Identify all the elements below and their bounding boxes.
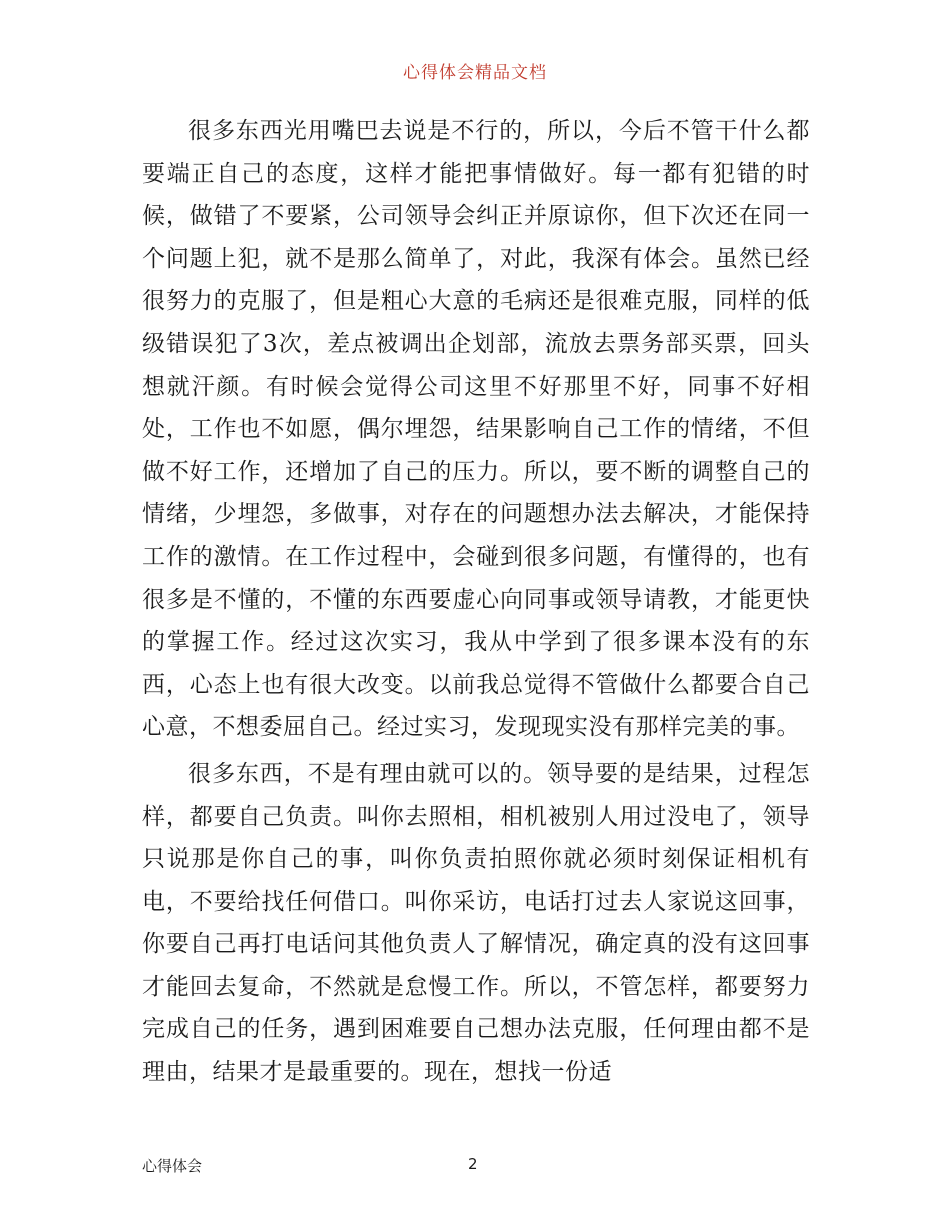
page-number: 2	[468, 1155, 478, 1173]
page-header-title: 心得体会精品文档	[403, 63, 547, 83]
body-paragraph-1: 很多东西光用嘴巴去说是不行的，所以，今后不管干什么都要端正自己的态度，这样才能把事情做好。每一都有犯错的时候，做错了不要紧，公司领导会纠正并原谅你，但下次还在同一个问题上犯，就不是那么简单了，对此，我深有体会。虽然已经很努力的克服了，但是粗心大意的毛病还是很难克服，同样的低级错误犯了3次，差点被调出企划部，流放去票务部买票，回头想就汗颜。有时候会觉得公司这里不好那里不好，同事不好相处，工作也不如愿，偶尔埋怨，结果影响自己工作的情绪，不但做不好工作，还增加了自己的压力。所以，要不断的调整自己的情绪，少埋怨，多做事，对存在的问题想办法去解决，才能保持工作的激情。在工作过程中，会碰到很多问题，有懂得的，也有很多是不懂的，不懂的东西要虚心向同事或领导请教，才能更快的掌握工作。经过这次实习，我从中学到了很多课本没有的东西，心态上也有很大改变。以前我总觉得不管做什么都要合自己心意，不想委屈自己。经过实习，发现现实没有那样完美的事。	[142, 118, 810, 741]
footer-label: 心得体会	[142, 1157, 203, 1175]
body-paragraph-2: 很多东西，不是有理由就可以的。领导要的是结果，过程怎样，都要自己负责。叫你去照相，相机被别人用过没电了，领导只说那是你自己的事，叫你负责拍照你就必须时刻保证相机有电，不要给找任何借口。叫你采访，电话打过去人家说这回事，你要自己再打电话问其他负责人了解情况，确定真的没有这回事才能回去复命，不然就是怠慢工作。所以，不管怎样，都要努力完成自己的任务，遇到困难要自己想办法克服，任何理由都不是理由，结果才是最重要的。现在，想找一份适	[142, 760, 810, 1086]
body-content	[142, 110, 810, 1098]
